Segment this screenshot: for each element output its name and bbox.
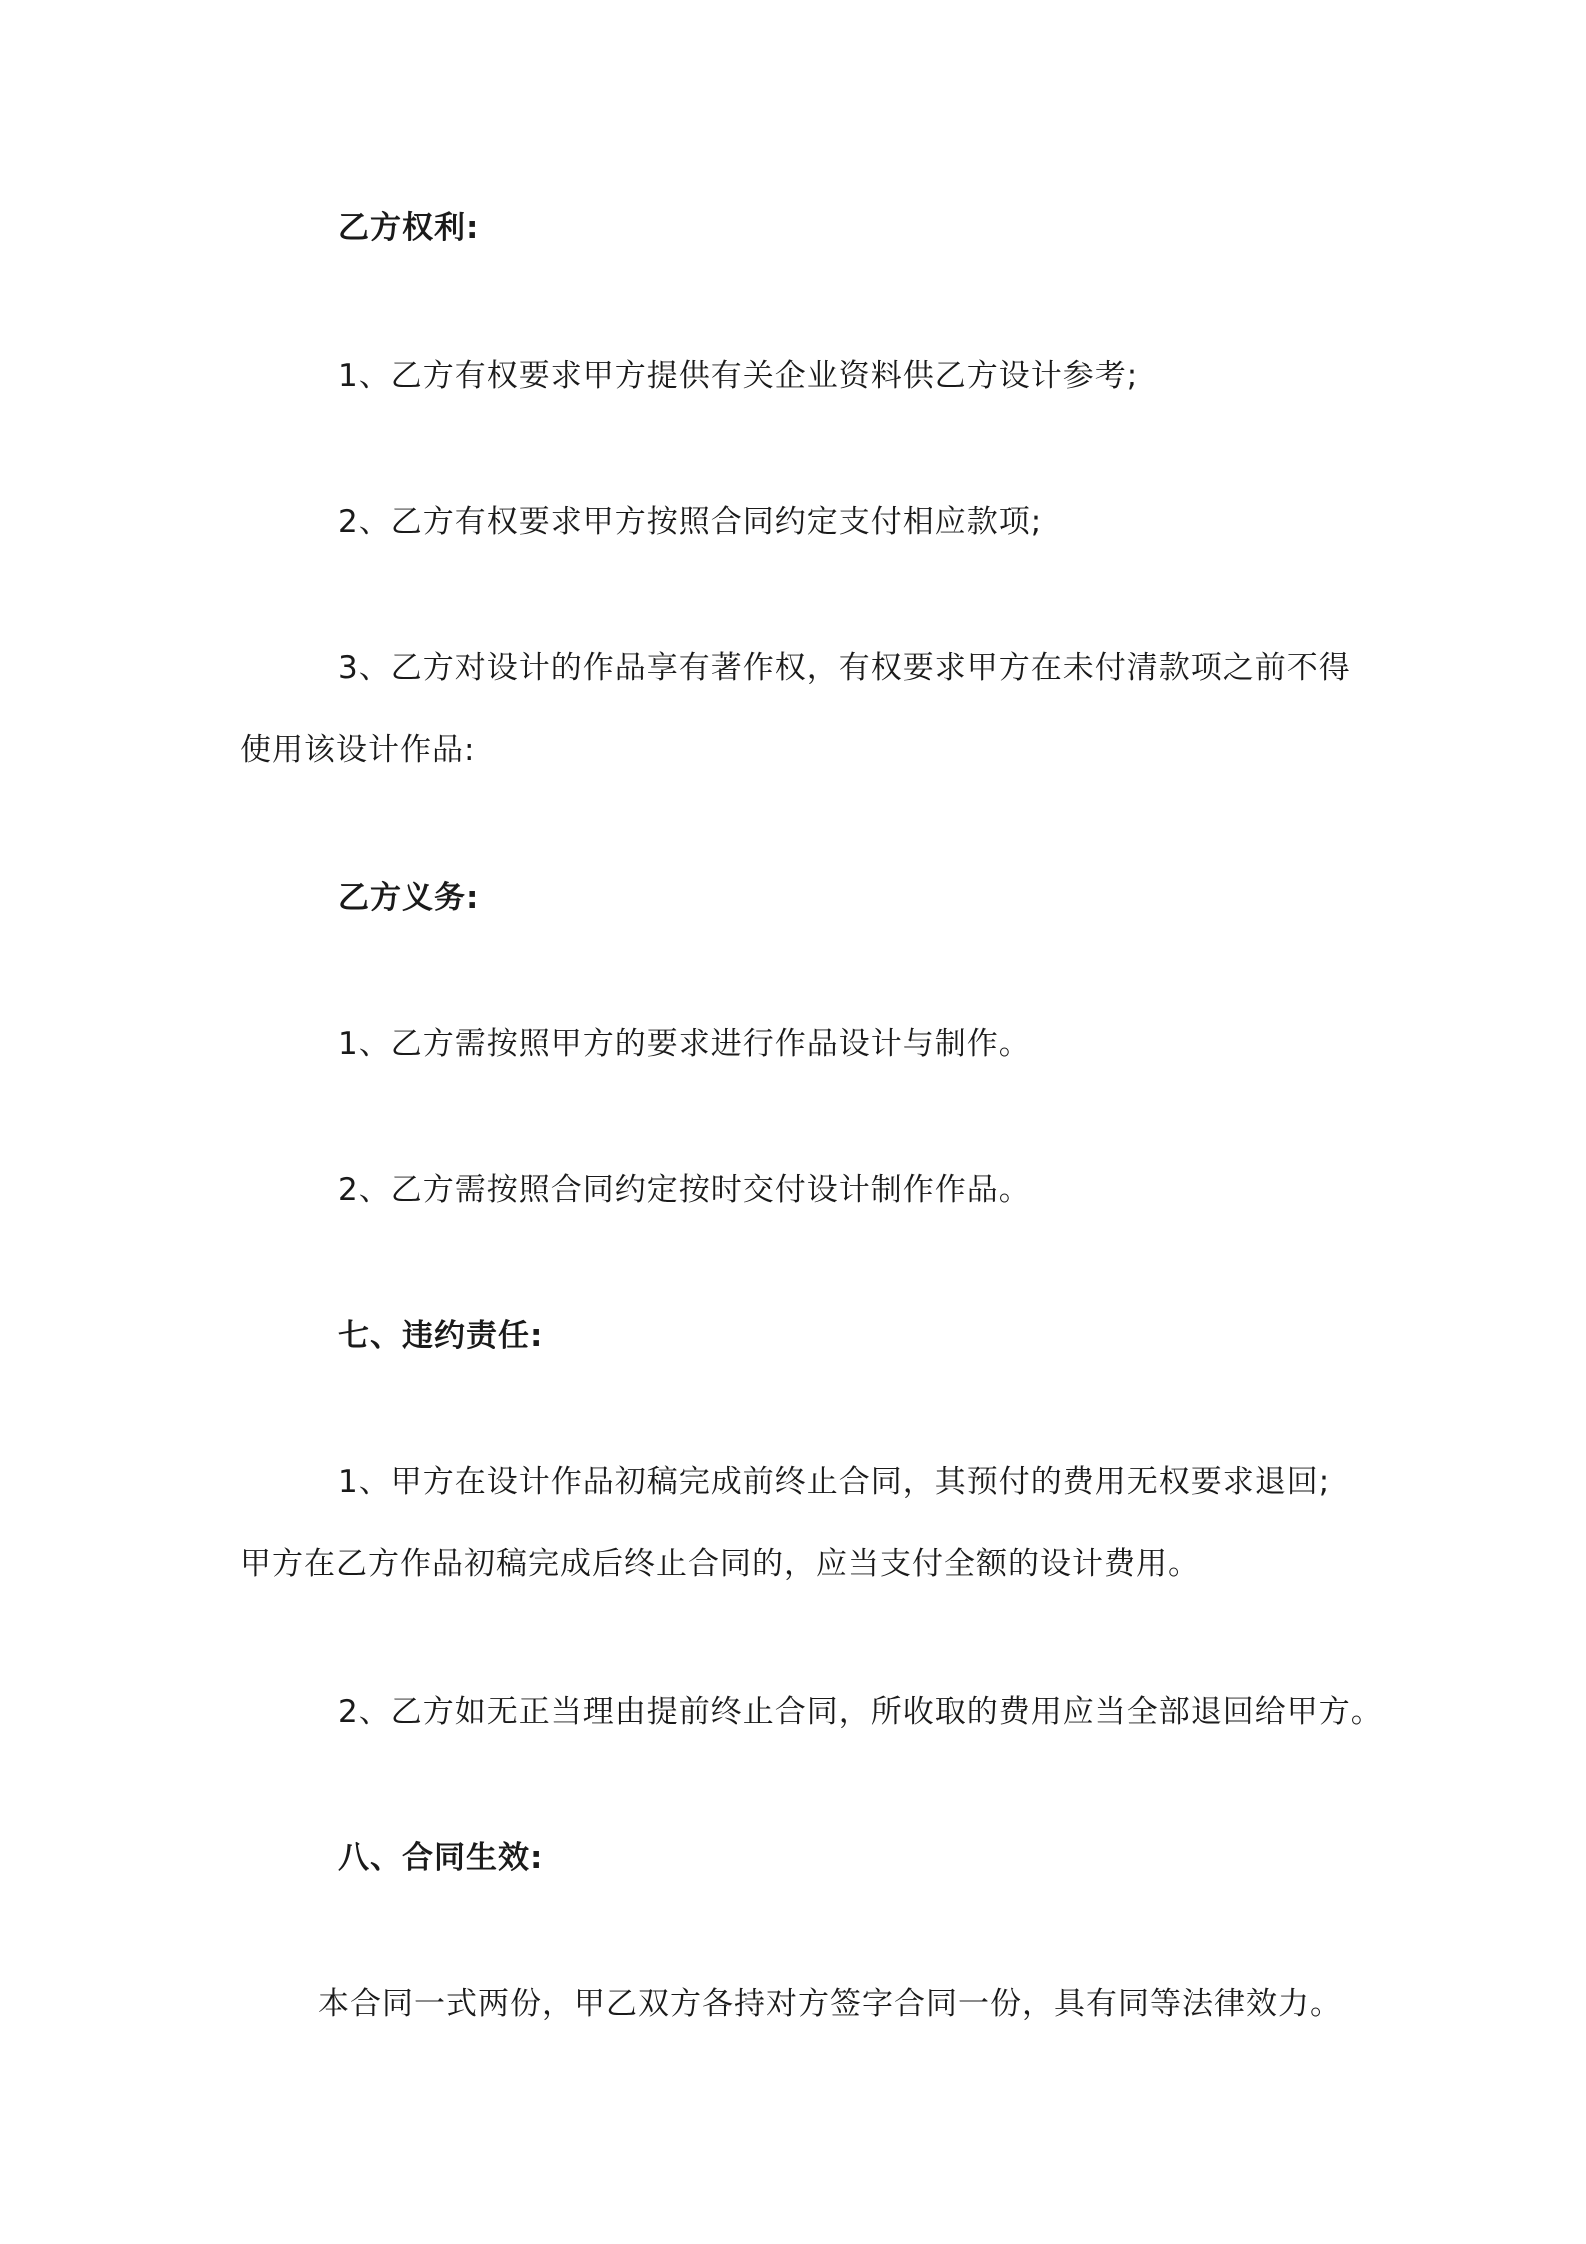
breach-item-2: 2、乙方如无正当理由提前终止合同，所收取的费用应当全部退回给甲方。 <box>338 1694 1383 1730</box>
section-heading-effect: 八、合同生效: <box>338 1840 544 1876</box>
rights-item-1: 1、乙方有权要求甲方提供有关企业资料供乙方设计参考; <box>338 358 1139 394</box>
section-heading-yifang-duties: 乙方义务: <box>338 880 480 916</box>
duties-item-2: 2、乙方需按照合同约定按时交付设计制作作品。 <box>338 1172 1031 1208</box>
section-heading-yifang-rights: 乙方权利: <box>338 210 480 246</box>
breach-item-1: 1、甲方在设计作品初稿完成前终止合同，其预付的费用无权要求退回; <box>338 1464 1331 1500</box>
section-heading-breach: 七、违约责任: <box>338 1318 544 1354</box>
rights-item-3: 3、乙方对设计的作品享有著作权，有权要求甲方在未付清款项之前不得 <box>338 650 1351 686</box>
rights-item-2: 2、乙方有权要求甲方按照合同约定支付相应款项; <box>338 504 1043 540</box>
breach-item-1-continued: 甲方在乙方作品初稿完成后终止合同的，应当支付全额的设计费用。 <box>240 1546 1200 1582</box>
effect-body: 本合同一式两份，甲乙双方各持对方签字合同一份，具有同等法律效力。 <box>318 1986 1342 2022</box>
rights-item-3-continued: 使用该设计作品: <box>240 732 476 768</box>
duties-item-1: 1、乙方需按照甲方的要求进行作品设计与制作。 <box>338 1026 1031 1062</box>
